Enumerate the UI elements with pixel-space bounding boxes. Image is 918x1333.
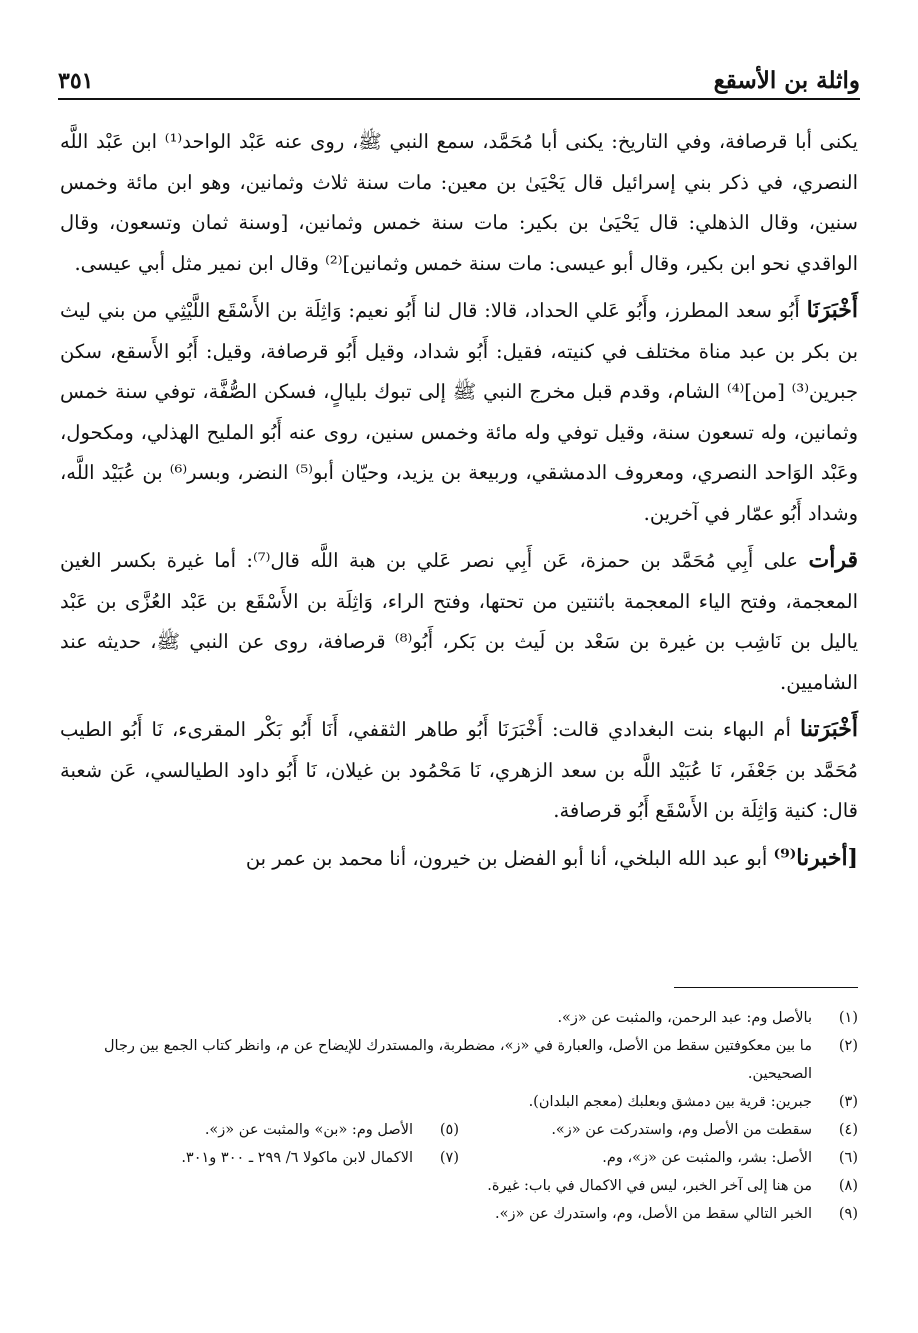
footnote-text: ما بين معكوفتين سقط من الأصل، والعبارة في «ز»، مضطربة، والمستدرك للإيضاح عن م، وانظر كتاب الجمع بين رجال الصحيحين. <box>103 1038 812 1082</box>
page-number: ٣٥١ <box>58 68 94 94</box>
paragraph-text: أَبُو سعد المطرز، وأَبُو عَلي الحداد، قالا: قال لنا أَبُو نعيم: وَاثِلَة بن الأَسْقَع اللَّيْثِي من بني ليث بن بكر بن عبد مناة مختلف في كنيته، فقيل: أَبُو شداد، وقيل أَبُو قرصافة، وقيل: أَبُو الأَسقع، سكن جبرين⁽³⁾ [من]⁽⁴⁾ الشام، وقدم قبل مخرج النبي ﷺ إلى تبوك بليالٍ، فسكن الصُّفَّة، توفي سنة خمس وثمانين، وله تسعون سنة، وقيل توفي وله مائة وخمس سنين، روى عنه أَبُو المليح الهذلي، ومكحول، وعَبْد الوَاحد النصري، ومعروف الدمشقي، وربيعة بن يزيد، وحيّان أبو⁽⁵⁾ النضر، وبسر⁽⁶⁾ بن عُبَيْد اللَّه، وشداد أَبُو عمّار في آخرين. <box>60 299 858 525</box>
footnote-text: من هنا إلى آخر الخبر، ليس في الاكمال في باب: غيرة. <box>487 1178 812 1194</box>
paragraph-1 <box>60 122 858 284</box>
paragraph-3 <box>60 540 858 703</box>
footnote-number: (٧) <box>439 1150 459 1166</box>
footnote-number: (٥) <box>439 1122 459 1138</box>
footnote-text: سقطت من الأصل وم، واستدركت عن «ز». <box>551 1122 812 1138</box>
footnote <box>60 1116 459 1144</box>
footnote-text: الأصل: بشر، والمثبت عن «ز»، وم. <box>602 1150 812 1166</box>
chapter-title: واثلة بن الأسقع <box>713 67 860 94</box>
footnotes <box>60 1004 858 1228</box>
paragraph-text: أم البهاء بنت البغدادي قالت: أَخْبَرَنَا أَبُو طاهر الثقفي، أَنَا أَبُو بَكْر المقرىء، نَا أَبُو الطيب مُحَمَّد بن جَعْفَر، نَا عُبَيْد اللَّه بن سعد الزهري، نَا مَحْمُود بن غيلان، نَا أَبُو داود الطيالسي، عَن شعبة قال: كنية وَاثِلَة بن الأَسْقَع أَبُو قرصافة. <box>60 718 858 822</box>
paragraph-lead: قرأت <box>808 547 858 573</box>
paragraph-2 <box>60 290 858 534</box>
footnote-number: (٢) <box>838 1038 858 1054</box>
footnote-text: الاكمال لابن ماكولا ٦/ ٢٩٩ ـ ٣٠٠ و٣٠١. <box>181 1150 413 1166</box>
footnote-number: (٣) <box>838 1094 858 1110</box>
footnote-text: الخبر التالي سقط من الأصل، وم، واستدرك عن «ز». <box>495 1206 812 1222</box>
paragraph-text: على أَبِي مُحَمَّد بن حمزة، عَن أَبِي نصر عَلي بن هبة اللَّه قال⁽⁷⁾: أما غيرة بكسر الغين المعجمة، وفتح الياء المعجمة باثنتين من تحتها، وفتح الراء، وَاثِلَة بن الأَسْقَع بن عَبْد العُزَّى بن عَبْد ياليل بن نَاشِب بن غيرة بن سَعْد بن لَيث بن بَكر، أَبُو⁽⁸⁾ قرصافة، روى عن النبي ﷺ، حديثه عند الشاميين. <box>60 549 859 694</box>
running-header <box>58 58 860 100</box>
footnote-number: (٦) <box>838 1150 858 1166</box>
footnote-number: (٤) <box>838 1122 858 1138</box>
footnote-separator <box>674 987 858 988</box>
footnote <box>60 1172 858 1200</box>
footnote <box>60 1200 858 1228</box>
footnote-text: بالأصل وم: عبد الرحمن، والمثبت عن «ز». <box>557 1010 812 1026</box>
footnote <box>60 1032 858 1088</box>
paragraph-4 <box>60 709 858 832</box>
paragraph-text: أبو عبد الله البلخي، أنا أبو الفضل بن خيرون، أنا محمد بن عمر بن <box>245 846 774 870</box>
paragraph-lead: أَخْبَرَتنا <box>800 716 858 742</box>
paragraph-lead: أَخْبَرَنَا <box>806 297 858 323</box>
footnote <box>60 1144 459 1172</box>
paragraph-5 <box>60 838 858 880</box>
footnote <box>459 1116 858 1144</box>
paragraph-lead: [أخبرنا⁽⁹⁾ <box>773 844 858 871</box>
footnote-number: (٨) <box>838 1178 858 1194</box>
footnote <box>60 1004 858 1032</box>
footnote-number: (٩) <box>838 1206 858 1222</box>
paragraph-text: يكنى أبا قرصافة، وفي التاريخ: يكنى أبا مُحَمَّد، سمع النبي ﷺ، روى عنه عَبْد الواحد⁽¹⁾ ابن عَبْد اللَّه النصري، في ذكر بني إسرائيل قال يَحْيَىٰ بن معين: مات سنة ثلاث وثمانين، وهو ابن مائة وخمس سنين، وقال الذهلي: قال يَحْيَىٰ بن بكير: مات سنة خمس وثمانين، [وسنة ثمان وتسعون، وقال الواقدي نحو ابن بكير، وقال أبو عيسى: مات سنة خمس وثمانين]⁽²⁾ وقال ابن نمير مثل أبي عيسى. <box>60 130 858 275</box>
footnote-text: جبرين: قرية بين دمشق وبعلبك (معجم البلدان). <box>528 1094 812 1110</box>
footnote-number: (١) <box>838 1010 858 1026</box>
footnote <box>60 1088 858 1116</box>
footnote-text: الأصل وم: «بن» والمثبت عن «ز». <box>204 1122 413 1138</box>
main-text <box>60 122 858 885</box>
footnote-pair <box>60 1116 858 1144</box>
footnote-pair <box>60 1144 858 1172</box>
footnote <box>459 1144 858 1172</box>
